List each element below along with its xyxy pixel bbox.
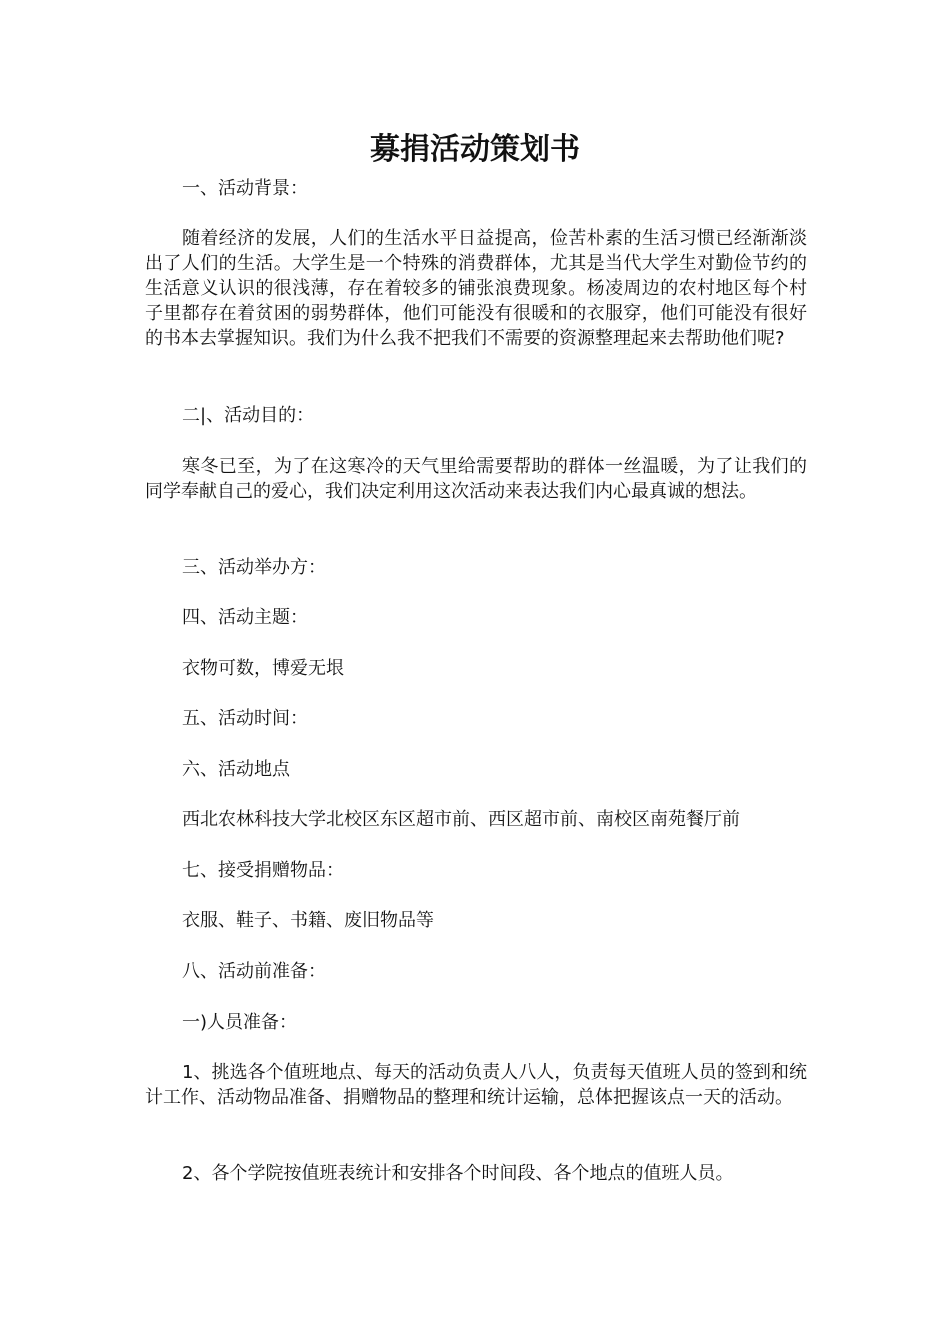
section-body-theme: 衣物可数，博爱无垠 bbox=[182, 658, 344, 679]
section-heading-purpose: 二|、活动目的： bbox=[182, 405, 315, 426]
section-heading-time: 五、活动时间： bbox=[182, 708, 308, 729]
section-heading-items: 七、接受捐赠物品： bbox=[182, 860, 344, 881]
section-body-items: 衣服、鞋子、书籍、废旧物品等 bbox=[182, 910, 434, 931]
section-heading-theme: 四、活动主题： bbox=[182, 607, 308, 628]
section-body-location: 西北农林科技大学北校区东区超市前、西区超市前、南校区南苑餐厅前 bbox=[182, 809, 740, 830]
section-heading-location: 六、活动地点 bbox=[182, 759, 290, 780]
section-heading-organizer: 三、活动举办方： bbox=[182, 557, 326, 578]
document-title: 募捐活动策划书 bbox=[370, 132, 580, 167]
section-heading-preparation: 八、活动前准备： bbox=[182, 961, 326, 982]
list-item-staff-2: 2、各个学院按值班表统计和安排各个时间段、各个地点的值班人员。 bbox=[182, 1163, 734, 1184]
section-body-background: 随着经济的发展，人们的生活水平日益提高，俭苦朴素的生活习惯已经渐渐淡出了人们的生活。大学生是一个特殊的消费群体，尤其是当代大学生对勤俭节约的生活意义认识的很浅薄，存在着较多的铺张浪费现象。杨凌周边的农村地区每个村子里都存在着贫困的弱势群体，他们可能没有很暖和的衣服穿，他们可能没有很好的书本去掌握知识。我们为什么我不把我们不需要的资源整理起来去帮助他们呢? bbox=[145, 228, 807, 349]
section-body-purpose: 寒冬已至，为了在这寒冷的天气里给需要帮助的群体一丝温暖，为了让我们的同学奉献自己的爱心，我们决定利用这次活动来表达我们内心最真诚的想法。 bbox=[145, 456, 807, 502]
subsection-heading-staff: 一)人员准备： bbox=[182, 1012, 298, 1033]
section-heading-background: 一、活动背景： bbox=[182, 178, 308, 199]
list-item-staff-1: 1、挑选各个值班地点、每天的活动负责人八人，负责每天值班人员的签到和统计工作、活动物品准备、捐赠物品的整理和统计运输，总体把握该点一天的活动。 bbox=[145, 1062, 807, 1108]
